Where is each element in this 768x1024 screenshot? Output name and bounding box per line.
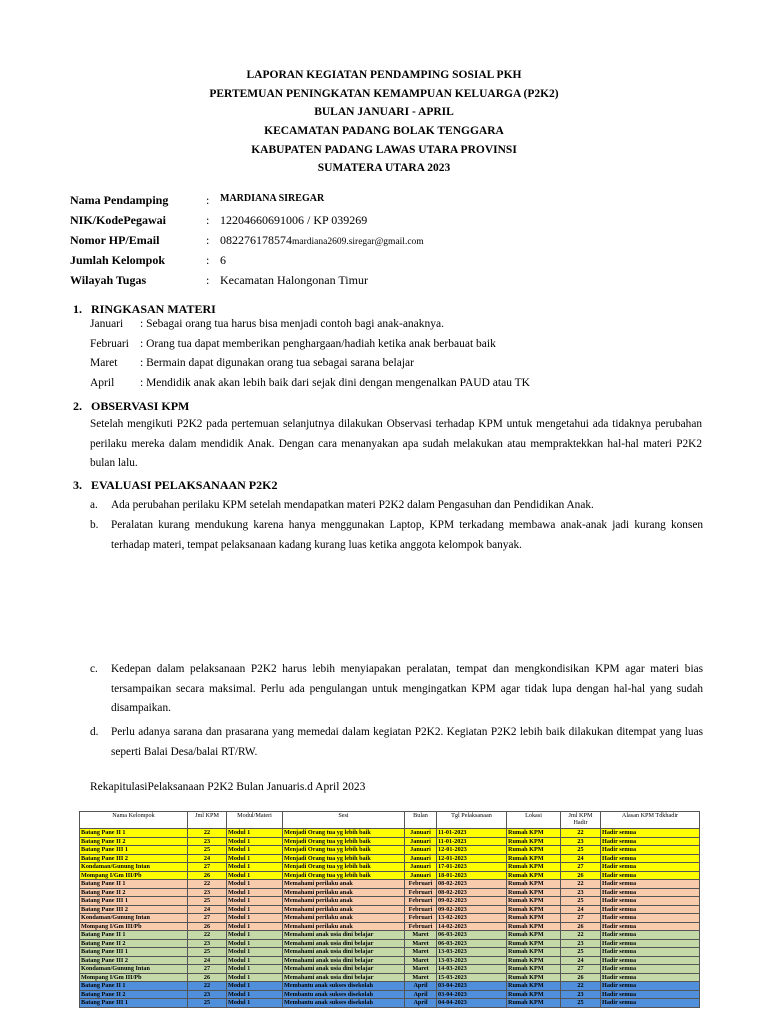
summary-text: : Bermain dapat digunakan orang tua sebagai sarana belajar <box>140 357 414 369</box>
identity-colon: : <box>206 233 210 247</box>
table-cell: 27 <box>188 863 227 872</box>
table-cell: 12-01-2023 <box>437 854 507 863</box>
title-line-2: PERTEMUAN PENINGKATAN KEMAMPUAN KELUARGA (P2K2) <box>209 87 559 100</box>
table-cell: 25 <box>188 948 227 957</box>
table-cell: Mompang I/Gm III/Pb <box>80 973 188 982</box>
table-row <box>80 880 700 889</box>
table-cell: Januari <box>405 846 437 855</box>
table-cell: Menjadi Orang tua yg lebih baik <box>283 854 405 863</box>
evaluasi-item-b <box>90 516 703 555</box>
table-cell: Modul 1 <box>227 846 283 855</box>
table-cell: 03-04-2023 <box>437 990 507 999</box>
identity-value: MARDIANA SIREGAR <box>220 193 325 204</box>
table-cell: Batang Pane II 1 <box>80 931 188 940</box>
column-header: Nama Kelompok <box>80 812 188 829</box>
title-line-6: SUMATERA UTARA 2023 <box>317 162 451 175</box>
table-cell: 23 <box>561 939 601 948</box>
table-row <box>80 897 700 906</box>
table-cell: 06-03-2023 <box>437 939 507 948</box>
table-cell: 13-02-2023 <box>437 914 507 923</box>
table-cell: Rumah KPM <box>507 897 561 906</box>
title-line-3: BULAN JANUARI - APRIL <box>314 106 454 119</box>
table-cell: Batang Pane II 2 <box>80 837 188 846</box>
table-cell: Batang Pane II 1 <box>80 880 188 889</box>
table-body <box>80 829 700 1008</box>
section-3-heading <box>73 478 277 493</box>
table-cell: Membantu anak sukses disekolah <box>283 990 405 999</box>
section-title: OBSERVASI KPM <box>91 399 190 413</box>
section-1-heading <box>73 302 216 317</box>
table-cell: Modul 1 <box>227 914 283 923</box>
table-cell: 26 <box>561 973 601 982</box>
table-cell: Kondaman/Gunung Intan <box>80 863 188 872</box>
section-number: 1. <box>73 302 82 316</box>
table-cell: Modul 1 <box>227 880 283 889</box>
table-cell: 27 <box>188 965 227 974</box>
table-cell: April <box>405 990 437 999</box>
table-cell: Rumah KPM <box>507 888 561 897</box>
table-cell: Hadir semua <box>601 990 700 999</box>
table-cell: 23 <box>188 888 227 897</box>
table-cell: Modul 1 <box>227 948 283 957</box>
table-header-row <box>80 812 700 829</box>
identity-value: 12204660691006 / KP 039269 <box>220 213 368 227</box>
table-row <box>80 939 700 948</box>
column-header: Alasan KPM Tdkhadir <box>601 812 700 829</box>
table-cell: Modul 1 <box>227 939 283 948</box>
table-cell: Memahami perilaku anak <box>283 888 405 897</box>
table-cell: Rumah KPM <box>507 931 561 940</box>
summary-text: : Mendidik anak akan lebih baik dari sejak dini dengan mengenalkan PAUD atau TK <box>140 376 530 389</box>
table-cell: Hadir semua <box>601 931 700 940</box>
table-cell: Kondaman/Gunung Intan <box>80 914 188 923</box>
column-header: Modul/Materi <box>227 812 283 829</box>
table-cell: Rumah KPM <box>507 846 561 855</box>
phone-number: 082276178574 <box>220 233 292 247</box>
table-cell: 26 <box>188 973 227 982</box>
table-cell: Januari <box>405 837 437 846</box>
identity-label: Nama Pendamping <box>70 193 169 207</box>
table-cell: Rumah KPM <box>507 854 561 863</box>
identity-colon: : <box>206 193 210 207</box>
identity-value: Kecamatan Halongonan Timur <box>220 273 368 287</box>
table-cell: Modul 1 <box>227 922 283 931</box>
table-cell: Rumah KPM <box>507 990 561 999</box>
table-cell: Maret <box>405 939 437 948</box>
table-cell: Kondaman/Gunung Intan <box>80 965 188 974</box>
table-cell: 14-03-2023 <box>437 965 507 974</box>
table-row <box>80 863 700 872</box>
summary-text: : Orang tua dapat memberikan penghargaan/hadiah ketika anak berbauat baik <box>140 337 496 350</box>
table-cell: Membantu anak sukses disekolah <box>283 999 405 1008</box>
table-cell: Memahami anak usia dini belajar <box>283 973 405 982</box>
column-header: Lokasi <box>507 812 561 829</box>
identity-label: Nomor HP/Email <box>70 233 160 247</box>
table-cell: 18-01-2023 <box>437 871 507 880</box>
table-cell: Batang Pane II 2 <box>80 939 188 948</box>
table-cell: Modul 1 <box>227 854 283 863</box>
identity-colon: : <box>206 253 210 267</box>
table-cell: Februari <box>405 914 437 923</box>
item-text: Ada perubahan perilaku KPM setelah mendapatkan materi P2K2 dalam Pengasuhan dan Pendidikan Anak. <box>111 499 594 511</box>
item-label: c. <box>90 663 98 675</box>
table-row <box>80 948 700 957</box>
table-cell: Memahami perilaku anak <box>283 914 405 923</box>
item-text: Perlu adanya sarana dan prasarana yang memedai dalam kegiatan P2K2. Kegiatan P2K2 lebih baik dilakukan ditempat yang luas seperti Balai Desa/balai RT/RW. <box>111 726 703 758</box>
table-cell: 09-02-2023 <box>437 897 507 906</box>
table-cell: Modul 1 <box>227 837 283 846</box>
table-cell: Modul 1 <box>227 897 283 906</box>
table-cell: Memahami anak usia dini belajar <box>283 931 405 940</box>
column-header: Jml KPM <box>188 812 227 829</box>
table-cell: 25 <box>561 999 601 1008</box>
table-cell: Hadir semua <box>601 880 700 889</box>
table-cell: Hadir semua <box>601 922 700 931</box>
table-cell: Hadir semua <box>601 829 700 838</box>
table-cell: Hadir semua <box>601 888 700 897</box>
table-cell: 26 <box>561 922 601 931</box>
table-cell: Menjadi Orang tua yg lebih baik <box>283 837 405 846</box>
table-cell: Rumah KPM <box>507 999 561 1008</box>
table-cell: Batang Pane III 1 <box>80 897 188 906</box>
title-line-1: LAPORAN KEGIATAN PENDAMPING SOSIAL PKH <box>246 69 522 81</box>
table-cell: 23 <box>188 939 227 948</box>
table-cell: Hadir semua <box>601 837 700 846</box>
table-caption: RekapitulasiPelaksanaan P2K2 Bulan Januaris.d April 2023 <box>90 781 366 793</box>
table-cell: Batang Pane III 1 <box>80 999 188 1008</box>
table-cell: Modul 1 <box>227 871 283 880</box>
section-title: EVALUASI PELAKSANAAN P2K2 <box>91 478 278 492</box>
table-cell: 22 <box>561 982 601 991</box>
identity-value: 6 <box>220 253 226 267</box>
table-cell: Hadir semua <box>601 948 700 957</box>
table-row <box>80 888 700 897</box>
table-cell: 13-03-2023 <box>437 956 507 965</box>
table-cell: 27 <box>188 914 227 923</box>
table-cell: Maret <box>405 931 437 940</box>
table-cell: Januari <box>405 871 437 880</box>
table-cell: 27 <box>561 914 601 923</box>
table-cell: Memahami anak usia dini belajar <box>283 948 405 957</box>
table-cell: Februari <box>405 922 437 931</box>
table-cell: April <box>405 982 437 991</box>
table-cell: Hadir semua <box>601 999 700 1008</box>
summary-month: Januari <box>90 318 124 330</box>
table-cell: Batang Pane II 2 <box>80 990 188 999</box>
table-cell: Februari <box>405 905 437 914</box>
table-cell: Menjadi Orang tua yg lebih baik <box>283 871 405 880</box>
table-cell: Rumah KPM <box>507 965 561 974</box>
table-cell: Hadir semua <box>601 982 700 991</box>
table-cell: Maret <box>405 948 437 957</box>
table-row <box>80 922 700 931</box>
section-2-heading <box>73 399 189 414</box>
table-cell: Hadir semua <box>601 956 700 965</box>
table-cell: 22 <box>188 829 227 838</box>
table-cell: 22 <box>561 880 601 889</box>
table-cell: Hadir semua <box>601 939 700 948</box>
table-cell: Batang Pane III 2 <box>80 854 188 863</box>
table-cell: 25 <box>188 999 227 1008</box>
identity-value <box>220 233 424 248</box>
table-cell: Hadir semua <box>601 863 700 872</box>
table-cell: Hadir semua <box>601 905 700 914</box>
table-cell: Rumah KPM <box>507 829 561 838</box>
table-row <box>80 956 700 965</box>
table-cell: Memahami anak usia dini belajar <box>283 965 405 974</box>
table-cell: Modul 1 <box>227 990 283 999</box>
table-cell: Membantu anak sukses disekolah <box>283 982 405 991</box>
summary-month: Februari <box>90 337 129 350</box>
table-cell: 24 <box>561 905 601 914</box>
table-cell: Rumah KPM <box>507 956 561 965</box>
table-row <box>80 846 700 855</box>
table-cell: Batang Pane III 1 <box>80 846 188 855</box>
table-cell: 13-03-2023 <box>437 948 507 957</box>
table-cell: Modul 1 <box>227 863 283 872</box>
table-cell: 23 <box>561 888 601 897</box>
table-row <box>80 982 700 991</box>
table-row <box>80 905 700 914</box>
table-cell: Menjadi Orang tua yg lebih baik <box>283 829 405 838</box>
table-cell: Modul 1 <box>227 982 283 991</box>
evaluasi-item-d <box>90 723 703 762</box>
identity-label: NIK/KodePegawai <box>70 213 166 227</box>
identity-label: Jumlah Kelompok <box>70 253 166 267</box>
table-cell: Januari <box>405 863 437 872</box>
column-header: Jml KPM Hadir <box>561 812 601 829</box>
table-cell: 24 <box>561 854 601 863</box>
table-cell: Hadir semua <box>601 871 700 880</box>
section-number: 2. <box>73 399 82 413</box>
table-cell: Rumah KPM <box>507 905 561 914</box>
table-cell: Menjadi Orang tua yg lebih baik <box>283 846 405 855</box>
table-cell: Modul 1 <box>227 888 283 897</box>
table-cell: Rumah KPM <box>507 922 561 931</box>
table-cell: 17-01-2023 <box>437 863 507 872</box>
table-cell: 26 <box>561 871 601 880</box>
table-cell: 23 <box>561 990 601 999</box>
table-cell: Modul 1 <box>227 829 283 838</box>
table-cell: 08-02-2023 <box>437 888 507 897</box>
table-row <box>80 999 700 1008</box>
table-cell: Rumah KPM <box>507 948 561 957</box>
table-cell: Hadir semua <box>601 846 700 855</box>
table-cell: Mompang I/Gm III/Pb <box>80 871 188 880</box>
table-cell: 11-01-2023 <box>437 837 507 846</box>
table-cell: Januari <box>405 854 437 863</box>
table-cell: Mompang I/Gm III/Pb <box>80 922 188 931</box>
table-cell: Modul 1 <box>227 931 283 940</box>
table-row <box>80 965 700 974</box>
table-cell: Rumah KPM <box>507 939 561 948</box>
table-cell: Batang Pane III 1 <box>80 948 188 957</box>
table-cell: Rumah KPM <box>507 871 561 880</box>
table-cell: Rumah KPM <box>507 863 561 872</box>
item-label: a. <box>90 499 98 511</box>
table-cell: 22 <box>188 982 227 991</box>
summary-month: Maret <box>90 357 118 369</box>
table-cell: 03-04-2023 <box>437 982 507 991</box>
table-cell: Hadir semua <box>601 854 700 863</box>
title-line-4: KECAMATAN PADANG BOLAK TENGGARA <box>264 125 504 138</box>
table-cell: Hadir semua <box>601 965 700 974</box>
table-cell: Rumah KPM <box>507 837 561 846</box>
table-cell: Batang Pane II 1 <box>80 829 188 838</box>
table-cell: Februari <box>405 880 437 889</box>
table-cell: 25 <box>188 897 227 906</box>
table-cell: 23 <box>188 990 227 999</box>
table-cell: 14-02-2023 <box>437 922 507 931</box>
recap-table <box>79 811 700 1008</box>
table-row <box>80 973 700 982</box>
table-row <box>80 931 700 940</box>
table-row <box>80 837 700 846</box>
table-cell: Hadir semua <box>601 897 700 906</box>
table-cell: 22 <box>561 931 601 940</box>
table-cell: 22 <box>188 931 227 940</box>
table-cell: 24 <box>188 956 227 965</box>
table-cell: Maret <box>405 956 437 965</box>
table-cell: Rumah KPM <box>507 973 561 982</box>
table-cell: Batang Pane II 1 <box>80 982 188 991</box>
table-cell: 27 <box>561 863 601 872</box>
table-cell: Memahami perilaku anak <box>283 880 405 889</box>
table-cell: 08-02-2023 <box>437 880 507 889</box>
table-cell: 09-02-2023 <box>437 905 507 914</box>
table-cell: 23 <box>561 837 601 846</box>
table-cell: Modul 1 <box>227 905 283 914</box>
section-number: 3. <box>73 478 82 492</box>
table-cell: Menjadi Orang tua yg lebih baik <box>283 863 405 872</box>
table-cell: April <box>405 999 437 1008</box>
section-title: RINGKASAN MATERI <box>91 302 216 316</box>
table-cell: Hadir semua <box>601 914 700 923</box>
table-cell: Rumah KPM <box>507 982 561 991</box>
table-cell: 04-04-2023 <box>437 999 507 1008</box>
identity-label: Wilayah Tugas <box>70 273 147 287</box>
table-cell: 27 <box>561 965 601 974</box>
table-cell: Hadir semua <box>601 973 700 982</box>
table-cell: 25 <box>188 846 227 855</box>
summary-text: : Sebagai orang tua harus bisa menjadi contoh bagi anak-anaknya. <box>140 318 445 330</box>
evaluasi-item-a <box>90 496 701 516</box>
table-cell: Modul 1 <box>227 973 283 982</box>
table-cell: Memahami perilaku anak <box>283 897 405 906</box>
table-cell: 25 <box>561 897 601 906</box>
table-cell: Maret <box>405 973 437 982</box>
table-cell: Batang Pane III 2 <box>80 956 188 965</box>
table-row <box>80 871 700 880</box>
table-cell: 25 <box>561 846 601 855</box>
table-cell: Maret <box>405 965 437 974</box>
table-cell: 26 <box>188 871 227 880</box>
summary-month: April <box>90 376 115 389</box>
table-cell: 23 <box>188 837 227 846</box>
table-cell: Modul 1 <box>227 965 283 974</box>
table-cell: 22 <box>188 880 227 889</box>
table-row <box>80 854 700 863</box>
column-header: Sesi <box>283 812 405 829</box>
report-title <box>0 66 768 178</box>
table-cell: Batang Pane II 2 <box>80 888 188 897</box>
column-header: Bulan <box>405 812 437 829</box>
table-cell: Batang Pane III 2 <box>80 905 188 914</box>
identity-colon: : <box>206 213 210 227</box>
table-cell: 22 <box>561 829 601 838</box>
evaluasi-item-c <box>90 660 703 719</box>
table-cell: Rumah KPM <box>507 914 561 923</box>
table-row <box>80 829 700 838</box>
table-cell: 06-03-2023 <box>437 931 507 940</box>
table-cell: 12-01-2023 <box>437 846 507 855</box>
table-cell: Modul 1 <box>227 999 283 1008</box>
table-row <box>80 990 700 999</box>
table-cell: Memahami anak usia dini belajar <box>283 956 405 965</box>
identity-colon: : <box>206 273 210 287</box>
table-cell: Memahami anak usia dini belajar <box>283 939 405 948</box>
item-label: b. <box>90 519 99 531</box>
observasi-paragraph: Setelah mengikuti P2K2 pada pertemuan selanjutnya dilakukan Observasi terhadap KPM untuk mengetahui ada tidaknya perubahan perilaku mereka dalam mendidik Anak. Dengan cara menanyakan apa sudah melakukan atau mempraktekkan hal-hal materi P2K2 bulan lalu. <box>90 418 702 470</box>
table-cell: Februari <box>405 897 437 906</box>
email-address: mardiana2609.siregar@gmail.com <box>292 237 424 247</box>
table-cell: 24 <box>188 854 227 863</box>
table-row <box>80 914 700 923</box>
table-cell: Januari <box>405 829 437 838</box>
table-cell: Modul 1 <box>227 956 283 965</box>
table-cell: 25 <box>561 948 601 957</box>
table-cell: 11-01-2023 <box>437 829 507 838</box>
table-cell: Rumah KPM <box>507 880 561 889</box>
table-cell: 24 <box>188 905 227 914</box>
table-cell: Memahami perilaku anak <box>283 905 405 914</box>
table-cell: 24 <box>561 956 601 965</box>
item-label: d. <box>90 726 99 738</box>
table-cell: 15-03-2023 <box>437 973 507 982</box>
table-cell: Memahami perilaku anak <box>283 922 405 931</box>
item-text: Kedepan dalam pelaksanaan P2K2 harus lebih menyiapakan peralatan, tempat dan mengkondisikan KPM agar materi bias tersampaikan secara maksimal. Perlu ada pengulangan untuk mengingatkan KPM agar tidak lupa dengan hal-hal yang sudah disampaikan. <box>111 663 703 715</box>
title-line-5: KABUPATEN PADANG LAWAS UTARA PROVINSI <box>251 143 517 156</box>
table-cell: Februari <box>405 888 437 897</box>
item-text: Peralatan kurang mendukung karena hanya menggunakan Laptop, KPM terkadang membawa anak-anak jadi kurang konsen terhadap materi, tempat pelaksanaan kadang kurang luas ketika anggota kelompok banyak. <box>111 519 703 551</box>
column-header: Tgl Pelaksanaan <box>437 812 507 829</box>
table-cell: 26 <box>188 922 227 931</box>
